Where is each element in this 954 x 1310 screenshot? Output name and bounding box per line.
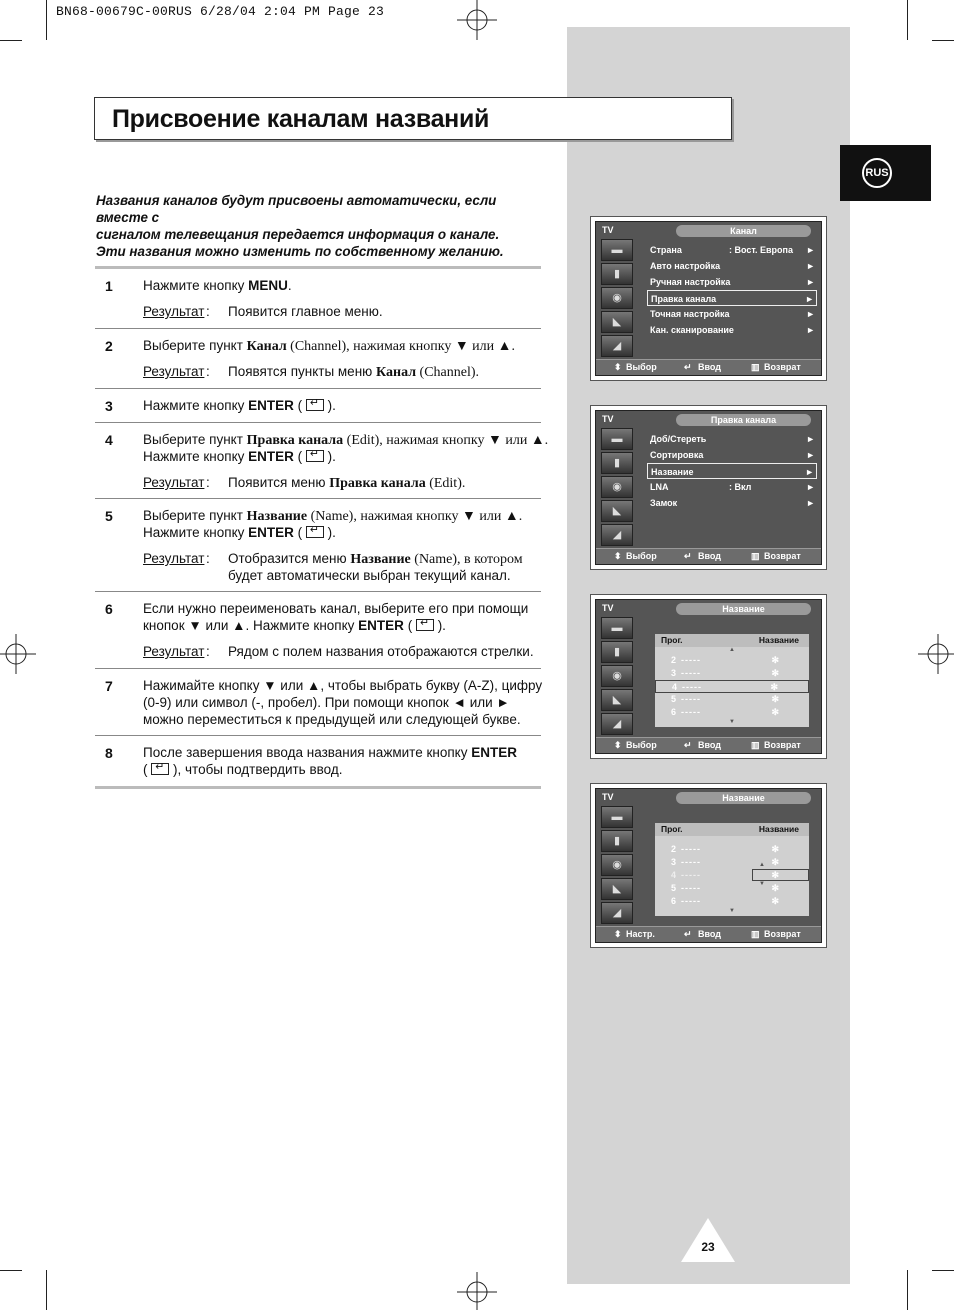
- title-box: [94, 97, 732, 140]
- table-row[interactable]: 6 ----- ✻: [671, 707, 779, 717]
- crop-mark: [0, 1270, 22, 1271]
- enter-icon: ↵: [684, 551, 692, 561]
- enter-icon: ↵: [684, 929, 692, 939]
- enter-icon: [151, 763, 169, 775]
- page-title: Присвоение каналам названий: [112, 105, 490, 133]
- setup-icon: ◣: [601, 689, 633, 711]
- enter-icon: ↵: [684, 740, 692, 750]
- step-text: ( ↵ ), чтобы подтвердить ввод.: [143, 762, 342, 777]
- menu-item[interactable]: Страна : Вост. Европа ►: [650, 245, 815, 255]
- input-icon: ◢: [601, 713, 633, 735]
- table-row-editing[interactable]: 4 ----- ✻: [671, 870, 779, 880]
- input-icon: ◢: [601, 524, 633, 546]
- step-separator: [95, 735, 541, 736]
- menu-list: [647, 431, 817, 511]
- registration-mark: [918, 634, 954, 674]
- picture-icon: ▬: [601, 806, 633, 828]
- menu-icons: [599, 428, 641, 548]
- tv-screen-name-edit: [590, 783, 827, 948]
- table-header: Прог. Название: [655, 634, 809, 647]
- picture-icon: ▬: [601, 428, 633, 450]
- menu-icon: ▥: [751, 929, 760, 939]
- registration-mark: [457, 0, 497, 40]
- menu-icons: [599, 617, 641, 737]
- step-text: Нажмите кнопку ENTER ( ↵ ).: [143, 449, 336, 464]
- menu-item[interactable]: Сортировка ►: [650, 450, 815, 460]
- result-text: Появится главное меню.: [228, 304, 383, 319]
- menu-icon: ▥: [751, 551, 760, 561]
- page-number-badge: [681, 1218, 735, 1262]
- table-header: Прог. Название: [655, 823, 809, 836]
- crop-mark: [907, 1270, 908, 1310]
- menu-list: [647, 242, 817, 338]
- step-text: Нажмите кнопку MENU.: [143, 278, 292, 293]
- tv-screen-edit: [590, 405, 827, 570]
- down-arrow-icon: ▼: [759, 881, 765, 887]
- crop-mark: [932, 40, 954, 41]
- name-edit-field[interactable]: [752, 869, 809, 881]
- crop-mark: [907, 0, 908, 40]
- channel-icon: ◉: [601, 665, 633, 687]
- step-number: 3: [105, 398, 113, 414]
- step-text: можно переместиться к предыдущей или следующей букве.: [143, 712, 521, 727]
- result-label: Результат: [143, 475, 205, 490]
- registration-mark: [457, 1272, 497, 1310]
- channel-icon: ◉: [601, 854, 633, 876]
- intro-text: [96, 192, 541, 260]
- updown-icon: ⬍: [614, 362, 622, 372]
- result-text: Появится меню Правка канала (Edit).: [228, 475, 466, 491]
- result-text: Появятся пункты меню Канал (Channel).: [228, 364, 480, 380]
- menu-footer: ⬍ Выбор ↵ Ввод ▥ Возврат: [596, 359, 821, 375]
- up-arrow-icon: ▲: [759, 862, 765, 868]
- tv-screen-name: [590, 594, 827, 759]
- table-row[interactable]: 5 ----- ✻: [671, 883, 779, 893]
- menu-item-selected[interactable]: Правка канала ►: [647, 290, 817, 306]
- page-number: 23: [701, 1240, 715, 1254]
- menu-footer: ⬍ Настр. ↵ Ввод ▥ Возврат: [596, 926, 821, 942]
- table-row[interactable]: 2 ----- ✻: [671, 844, 779, 854]
- menu-item[interactable]: Доб/Стереть ►: [650, 434, 815, 444]
- tv-screen-channel: [590, 216, 827, 381]
- menu-item[interactable]: Авто настройка ►: [650, 261, 815, 271]
- intro-line: Эти названия можно изменить по собственному желанию.: [96, 244, 504, 259]
- step-text: кнопок ▼ или ▲. Нажмите кнопку ENTER ( ↵ ).: [143, 618, 446, 633]
- table-row[interactable]: 5 ----- ✻: [671, 694, 779, 704]
- tv-tag: TV: [602, 792, 614, 802]
- name-table: [655, 634, 809, 727]
- picture-icon: ▬: [601, 617, 633, 639]
- step-text: Нажмите кнопку ENTER ( ↵ ).: [143, 398, 336, 413]
- menu-icons: [599, 806, 641, 926]
- updown-icon: ⬍: [614, 551, 622, 561]
- table-row[interactable]: 2 ----- ✻: [671, 655, 779, 665]
- setup-icon: ◣: [601, 311, 633, 333]
- crop-mark: [0, 40, 22, 41]
- up-arrow-icon: ▲: [729, 647, 735, 653]
- sound-icon: ▮: [601, 452, 633, 474]
- step-separator: [95, 422, 541, 423]
- tv-tag: TV: [602, 414, 614, 424]
- step-text: После завершения ввода названия нажмите кнопку ENTER: [143, 745, 517, 760]
- step-text: Если нужно переименовать канал, выберите его при помощи: [143, 601, 529, 616]
- step-text: (0-9) или символ (-, пробел). При помощи кнопок ◄ или ►: [143, 695, 510, 710]
- enter-icon: [306, 450, 324, 462]
- step-number: 2: [105, 338, 113, 354]
- step-text: Выберите пункт Правка канала (Edit), нажимая кнопку ▼ или ▲.: [143, 432, 549, 448]
- menu-title: Название: [676, 792, 811, 804]
- table-row[interactable]: 3 ----- ✻: [671, 668, 779, 678]
- result-label: Результат: [143, 304, 205, 319]
- crop-mark: [46, 1270, 47, 1310]
- menu-item[interactable]: Замок ►: [650, 498, 815, 508]
- menu-item[interactable]: LNA : Вкл ►: [650, 482, 815, 492]
- menu-title: Название: [676, 603, 811, 615]
- step-separator: [95, 388, 541, 389]
- result-label: Результат: [143, 551, 205, 566]
- tv-tag: TV: [602, 603, 614, 613]
- enter-icon: [416, 619, 434, 631]
- enter-icon: [306, 399, 324, 411]
- step-separator: [95, 591, 541, 592]
- step-separator: [95, 668, 541, 669]
- result-label: Результат: [143, 364, 205, 379]
- down-arrow-icon: ▼: [729, 908, 735, 914]
- setup-icon: ◣: [601, 878, 633, 900]
- result-text: Отобразится меню Название (Name), в котором: [228, 551, 523, 567]
- step-number: 1: [105, 278, 113, 294]
- crop-mark: [932, 1270, 954, 1271]
- step-number: 8: [105, 745, 113, 761]
- menu-item[interactable]: Точная настройка ►: [650, 309, 815, 319]
- menu-footer: ⬍ Выбор ↵ Ввод ▥ Возврат: [596, 737, 821, 753]
- name-table: [655, 823, 809, 916]
- step-text: Выберите пункт Название (Name), нажимая кнопку ▼ или ▲.: [143, 508, 523, 524]
- channel-icon: ◉: [601, 476, 633, 498]
- step-separator: [95, 498, 541, 499]
- channel-icon: ◉: [601, 287, 633, 309]
- step-number: 7: [105, 678, 113, 694]
- intro-line: Названия каналов будут присвоены автоматически, если вместе с: [96, 193, 497, 225]
- tv-tag: TV: [602, 225, 614, 235]
- table-row[interactable]: 3 ----- ✻: [671, 857, 779, 867]
- picture-icon: ▬: [601, 239, 633, 261]
- input-icon: ◢: [601, 902, 633, 924]
- menu-icons: [599, 239, 641, 359]
- steps-top-rule: [95, 266, 541, 269]
- print-header: BN68-00679C-00RUS 6/28/04 2:04 PM Page 23: [56, 4, 385, 19]
- language-badge: RUS: [862, 158, 892, 188]
- menu-title: Канал: [676, 225, 811, 237]
- table-row-selected[interactable]: 4 ----- ✻: [655, 680, 809, 693]
- steps-bottom-rule: [95, 786, 541, 789]
- table-row[interactable]: 6 ----- ✻: [671, 896, 779, 906]
- registration-mark: [0, 634, 36, 674]
- crop-mark: [46, 0, 47, 40]
- menu-item[interactable]: Ручная настройка ►: [650, 277, 815, 287]
- updown-icon: ⬍: [614, 929, 622, 939]
- step-text: Нажмите кнопку ENTER ( ↵ ).: [143, 525, 336, 540]
- setup-icon: ◣: [601, 500, 633, 522]
- step-separator: [95, 328, 541, 329]
- sound-icon: ▮: [601, 641, 633, 663]
- sound-icon: ▮: [601, 830, 633, 852]
- step-number: 4: [105, 432, 113, 448]
- intro-line: сигналом телевещания передается информация о канале.: [96, 227, 500, 242]
- enter-icon: [306, 526, 324, 538]
- step-number: 5: [105, 508, 113, 524]
- down-arrow-icon: ▼: [729, 719, 735, 725]
- sound-icon: ▮: [601, 263, 633, 285]
- menu-icon: ▥: [751, 362, 760, 372]
- input-icon: ◢: [601, 335, 633, 357]
- enter-icon: ↵: [684, 362, 692, 372]
- menu-item-selected[interactable]: Название ►: [647, 463, 817, 479]
- menu-item[interactable]: Кан. сканирование ►: [650, 325, 815, 335]
- result-text: будет автоматически выбран текущий канал.: [228, 568, 511, 583]
- result-label: Результат: [143, 644, 205, 659]
- step-text: Нажимайте кнопку ▼ или ▲, чтобы выбрать букву (A-Z), цифру: [143, 678, 543, 693]
- menu-title: Правка канала: [676, 414, 811, 426]
- menu-footer: ⬍ Выбор ↵ Ввод ▥ Возврат: [596, 548, 821, 564]
- result-text: Рядом с полем названия отображаются стрелки.: [228, 644, 534, 659]
- menu-icon: ▥: [751, 740, 760, 750]
- step-number: 6: [105, 601, 113, 617]
- step-text: Выберите пункт Канал (Channel), нажимая кнопку ▼ или ▲.: [143, 338, 516, 354]
- updown-icon: ⬍: [614, 740, 622, 750]
